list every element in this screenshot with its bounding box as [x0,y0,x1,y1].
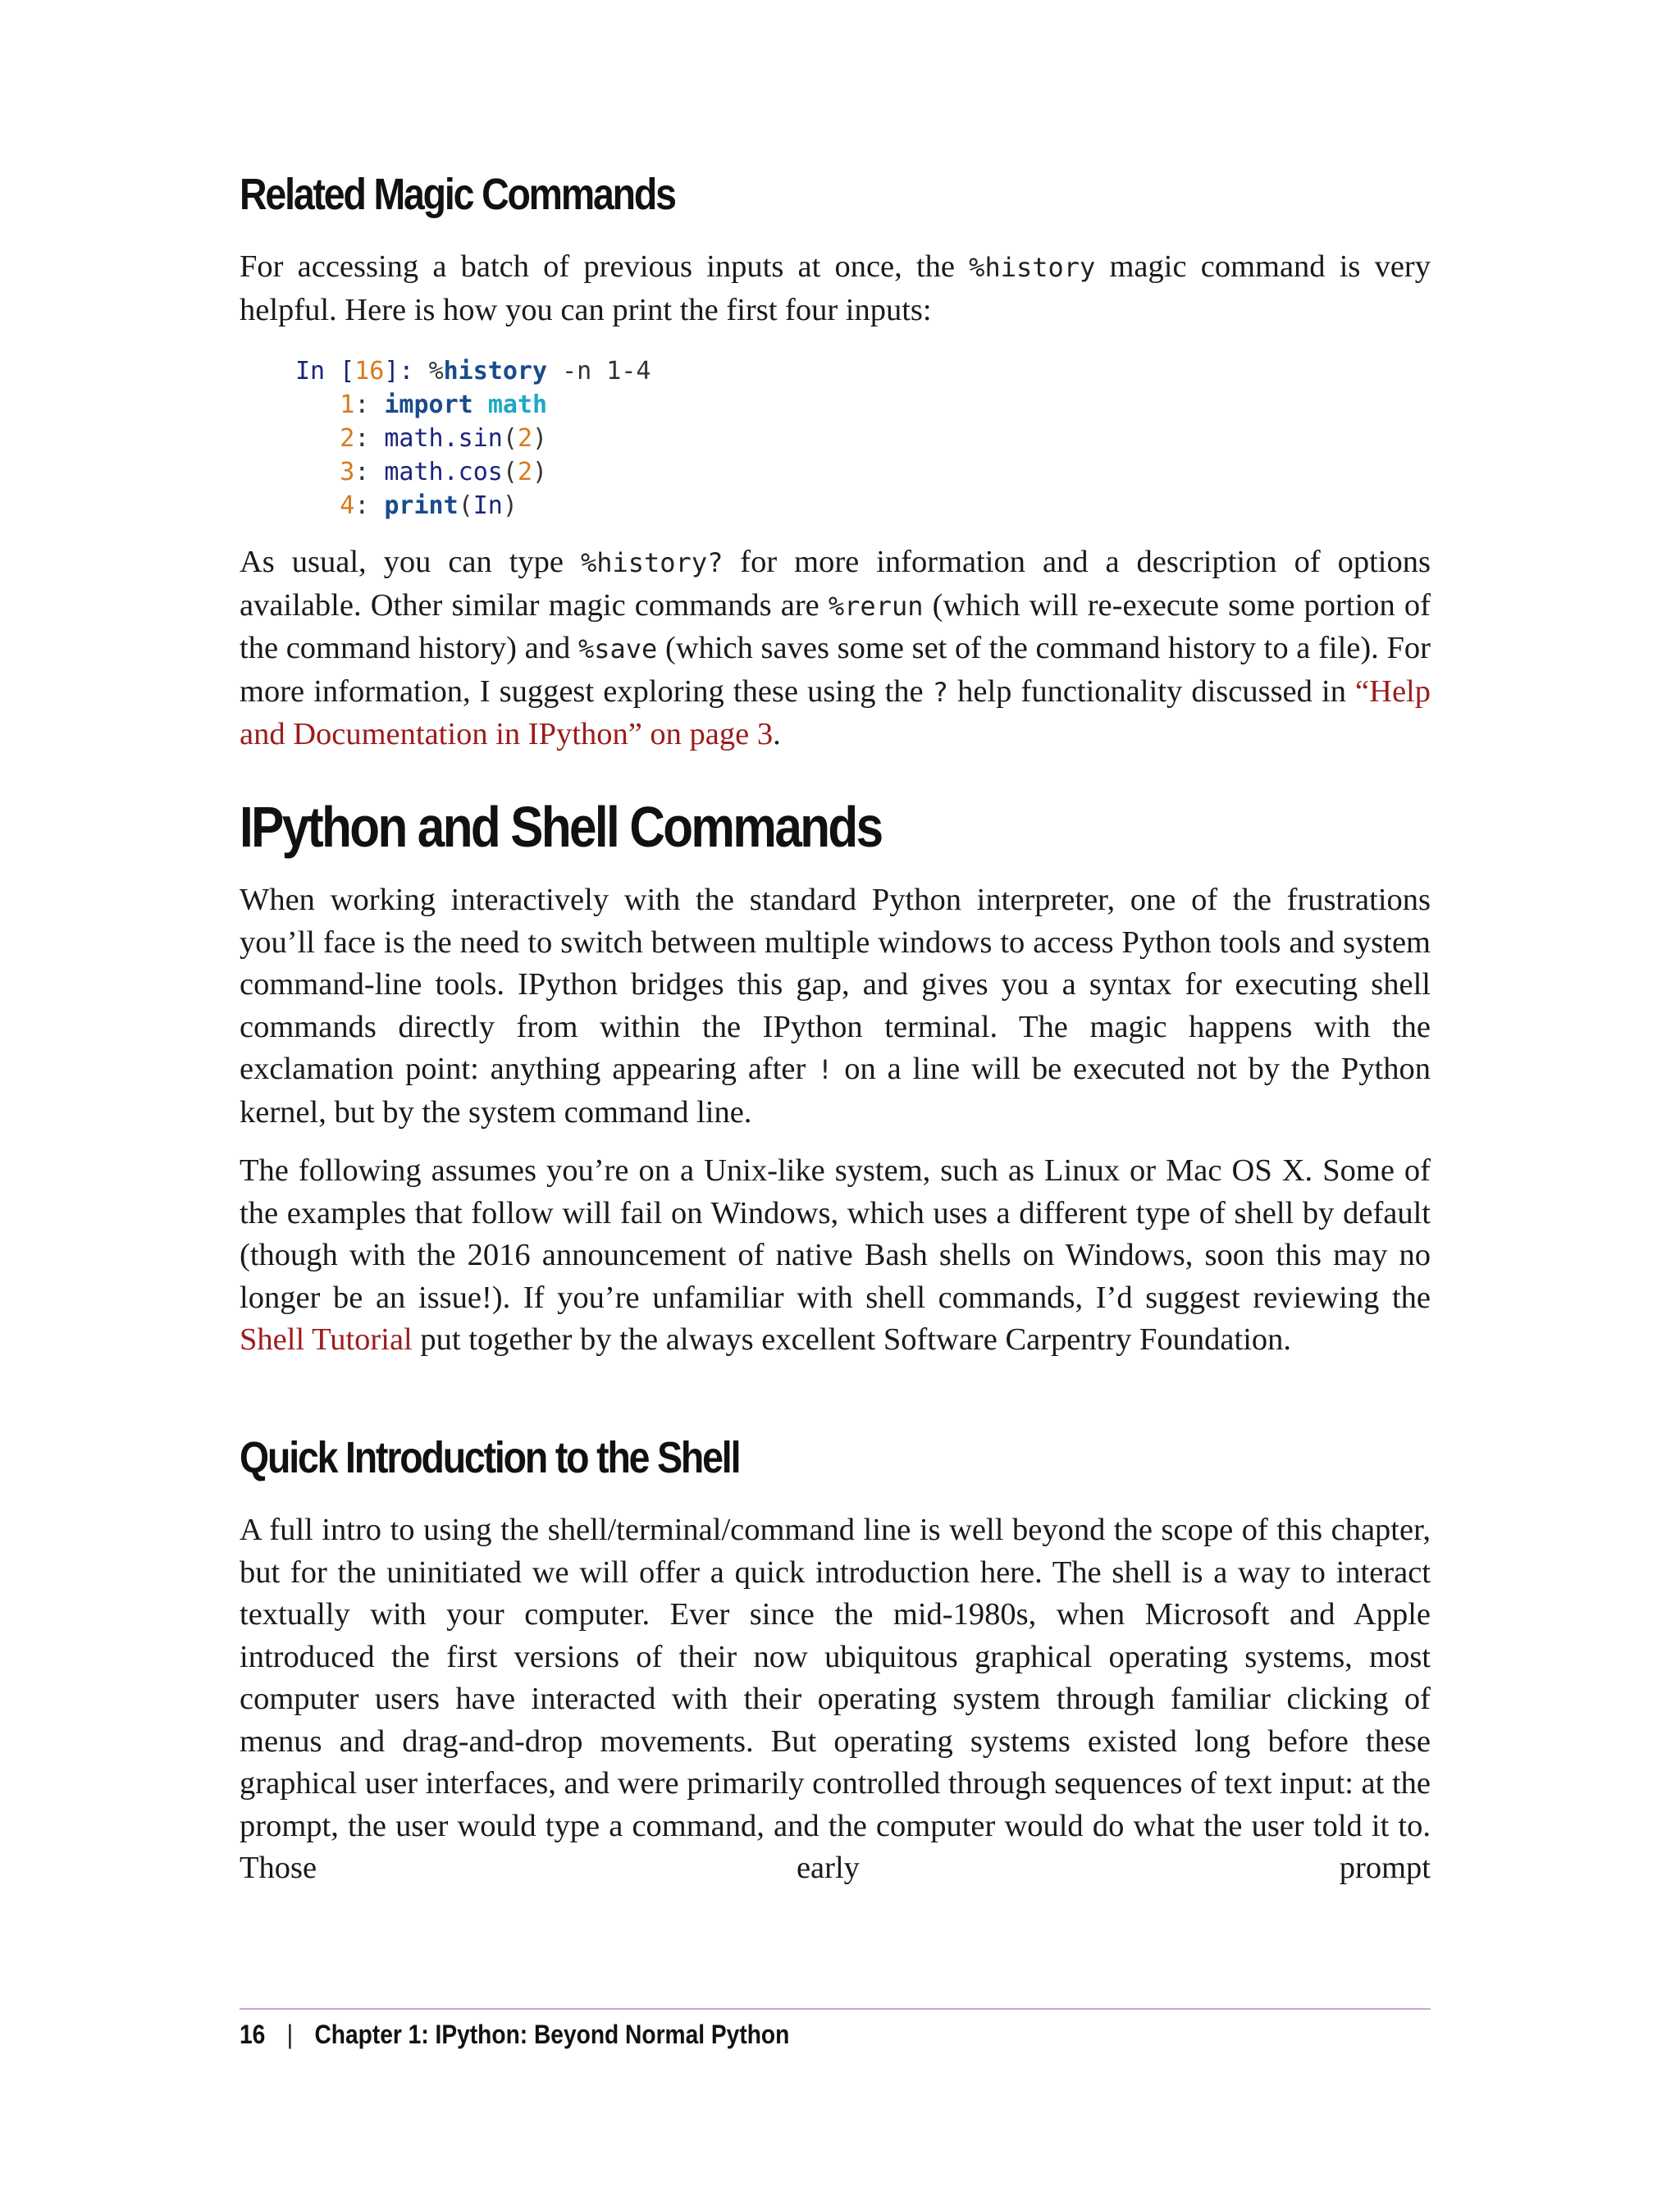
paragraph-unix-assumption: The following assumes you’re on a Unix-like system, such as Linux or Mac OS X. Some of the examples that follow will fail on Windows, which uses a different type of shell by default (though with the 2016 announcement of native Bash shells on Windows, soon this may no longer be an issue!). If you’re unfamiliar with shell commands, I’d suggest reviewing the Shell Tutorial put together by the always excellent Software Carpentry Foundation. [240,1153,1431,1357]
section-heading-quick-intro-shell: Quick Introduction to the Shell [240,1433,740,1482]
code-block-history: In [16]: %history -n 1-4 1: import math 2: math.sin(2) 3: math.cos(2) 4: print(In) [295,357,651,520]
page-footer [240,2020,789,2050]
footer-separator: | [286,2020,294,2049]
section-heading-related-magic: Related Magic Commands [240,170,675,219]
inline-code-rerun: %rerun [828,590,924,622]
paragraph-quick-intro: A full intro to using the shell/terminal/command line is well beyond the scope of this chapter, but for the uninitiated we will offer a quick introduction here. The shell is a way to interact textually with your computer. Ever since the mid-1980s, when Microsoft and Apple introduced the first versions of their now ubiquitous graphical operating systems, most computer users have interacted with their operating system through familiar clicking of menus and drag-and-drop movements. But operating systems existed long before these graphical user interfaces, and were primarily controlled through sequences of text input: at the prompt, the user would type a command, and the computer would do what the user told it to. Those early prompt [240,1513,1431,1885]
chapter-title: Chapter 1: IPython: Beyond Normal Python [314,2020,790,2049]
inline-code-exclamation: ! [817,1054,833,1085]
paragraph-history-options: As usual, you can type %history? for more information and a description of options available. Other similar magic commands are %rerun (which will re-execute some portion of the command history) and %save (which saves some set of the command history to a file). For more information, I suggest exploring these using the ? help functionality discussed in “Help and Documentation in IPython” on page 3. [240,545,1431,751]
inline-code-history-help: %history? [580,547,724,578]
chapter-heading-ipython-shell: IPython and Shell Commands [240,795,882,859]
paragraph-history-intro: For accessing a batch of previous inputs at once, the %history magic command is very helpful. Here is how you can print the first four inputs: [240,249,1431,327]
link-shell-tutorial[interactable]: Shell Tutorial [240,1322,413,1357]
paragraph-shell-intro: When working interactively with the standard Python interpreter, one of the frustrations you’ll face is the need to switch between multiple windows to access Python tools and system command-line tools. IPython bridges this gap, and gives you a syntax for executing shell commands directly from within the IPython terminal. The magic happens with the exclamation point: anything appearing after ! on a line will be executed not by the Python kernel, but by the system command line. [240,883,1431,1130]
footer-divider [240,2008,1431,2010]
inline-code-save: %save [578,633,658,664]
inline-code-history: %history [969,252,1096,283]
link-help-and-documentation[interactable]: “Help and Documentation in IPython” on page 3 [240,673,1431,751]
inline-code-question: ? [932,676,949,708]
page-number: 16 [240,2020,266,2049]
